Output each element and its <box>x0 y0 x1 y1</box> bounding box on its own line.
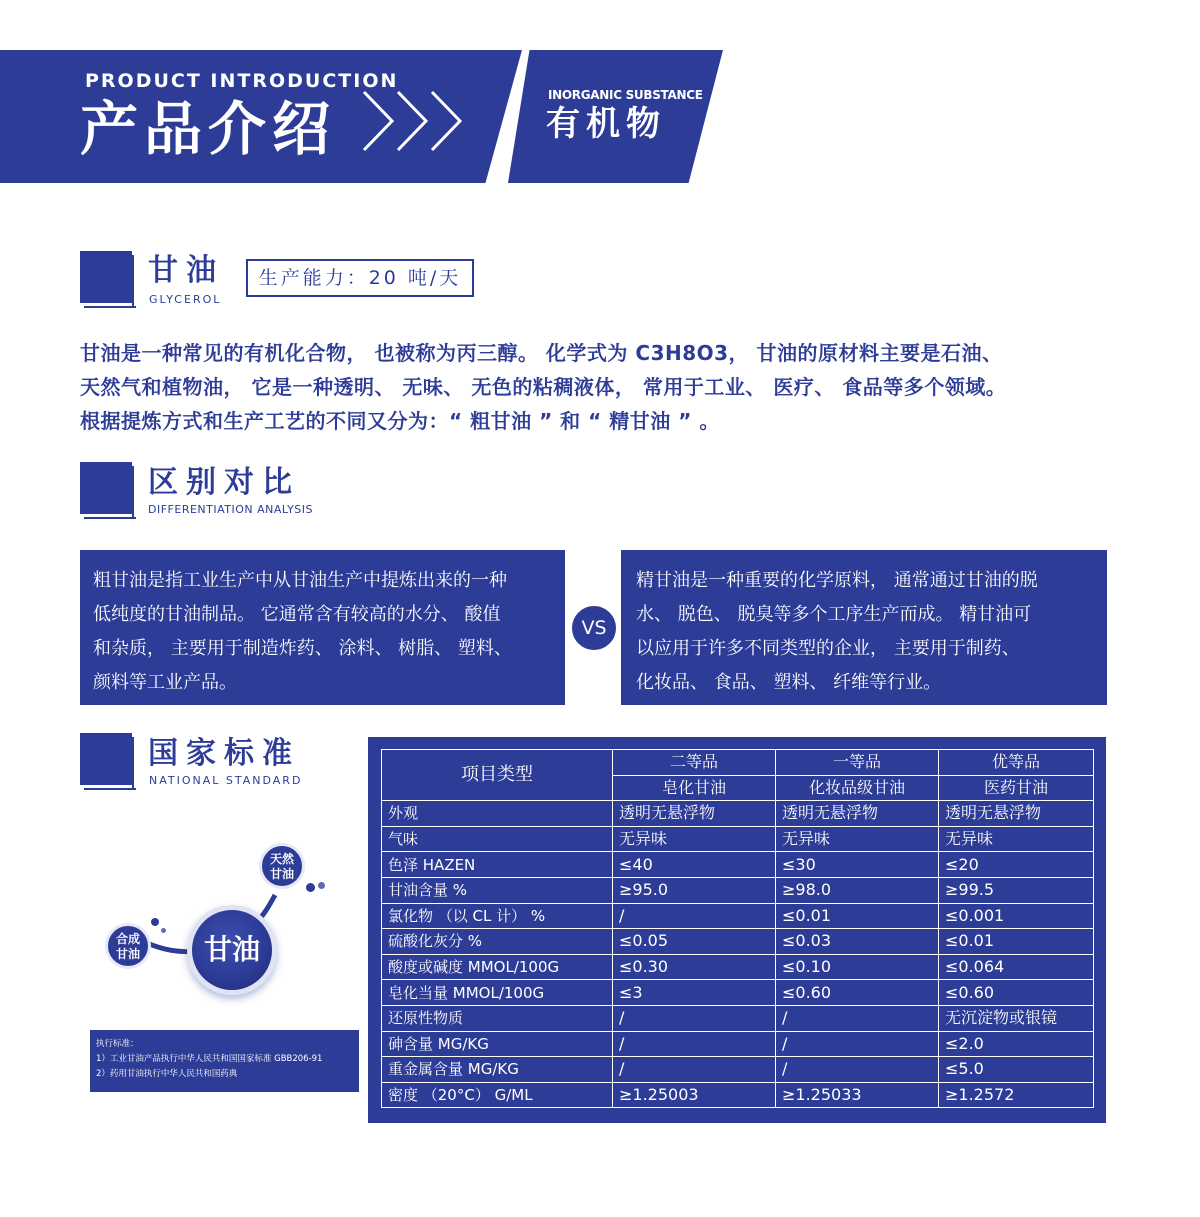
table-cell: / <box>613 903 776 929</box>
synthetic-label-line2: 甘油 <box>115 947 140 961</box>
row-label: 还原性物质 <box>382 1005 613 1031</box>
table-row <box>382 826 1094 852</box>
refined-glycerol-box <box>621 550 1107 705</box>
product-description <box>80 336 1160 438</box>
grade-type-header: 医药甘油 <box>939 775 1094 801</box>
natural-label-line1: 天然 <box>269 852 294 866</box>
table-row <box>382 1005 1094 1031</box>
row-label: 重金属含量 MG/KG <box>382 1057 613 1083</box>
table-cell: / <box>613 1057 776 1083</box>
note-line: 2）药用甘油执行中华人民共和国药典 <box>96 1069 238 1079</box>
table-cell: 无异味 <box>939 826 1094 852</box>
table-cell: 无沉淀物或银镜 <box>939 1005 1094 1031</box>
decor-dot <box>151 918 159 926</box>
decor-dot <box>306 883 315 892</box>
spec-table <box>381 749 1094 1108</box>
natural-glycerol-bubble <box>259 843 305 889</box>
capacity-badge: 生产能力：20 吨/天 <box>246 259 474 297</box>
glycerol-diagram <box>95 835 335 1010</box>
table-cell: ≤0.01 <box>939 929 1094 955</box>
table-cell: / <box>776 1057 939 1083</box>
spec-table-panel <box>368 737 1106 1123</box>
table-cell: ≤3 <box>613 980 776 1006</box>
table-cell: ≤0.60 <box>939 980 1094 1006</box>
table-cell: ≤0.01 <box>776 903 939 929</box>
grade-type-header: 皂化甘油 <box>613 775 776 801</box>
description-line: 根据提炼方式和生产工艺的不同又分为：“ 粗甘油 ” 和 “ 精甘油 ” 。 <box>80 409 720 433</box>
row-label: 氯化物 （以 CL 计） % <box>382 903 613 929</box>
decor-dot <box>161 928 166 933</box>
row-label: 硫酸化灰分 % <box>382 929 613 955</box>
table-cell: ≥1.25033 <box>776 1082 939 1108</box>
row-label: 气味 <box>382 826 613 852</box>
table-cell: ≤0.05 <box>613 929 776 955</box>
synthetic-glycerol-bubble <box>105 923 151 969</box>
table-row <box>382 1057 1094 1083</box>
table-cell: ≤2.0 <box>939 1031 1094 1057</box>
table-row <box>382 852 1094 878</box>
table-cell: / <box>776 1031 939 1057</box>
table-row <box>382 903 1094 929</box>
table-cell: 透明无悬浮物 <box>776 801 939 827</box>
vs-badge: VS <box>570 604 618 652</box>
table-cell: ≤40 <box>613 852 776 878</box>
banner-title-cn: 产品介绍 <box>80 95 337 163</box>
comparison-title-en: DIFFERENTIATION ANALYSIS <box>148 503 313 516</box>
table-row <box>382 1031 1094 1057</box>
crude-text-line: 和杂质， 主要用于制造炸药、 涂料、 树脂、 塑料、 <box>93 638 512 659</box>
natural-label-line2: 甘油 <box>269 867 294 881</box>
table-cell: ≥1.25003 <box>613 1082 776 1108</box>
chevron-right-icon <box>360 86 470 156</box>
note-heading: 执行标准： <box>96 1039 139 1049</box>
refined-text-line: 化妆品、 食品、 塑料、 纤维等行业。 <box>636 672 942 693</box>
crude-glycerol-box <box>80 550 565 705</box>
section-square-icon <box>80 733 136 789</box>
grade-type-header: 化妆品级甘油 <box>776 775 939 801</box>
table-row <box>382 980 1094 1006</box>
table-cell: ≥95.0 <box>613 877 776 903</box>
table-header-row <box>382 750 1094 776</box>
table-cell: 无异味 <box>776 826 939 852</box>
row-label: 密度 （20°C） G/ML <box>382 1082 613 1108</box>
refined-text-line: 水、 脱色、 脱臭等多个工序生产而成。 精甘油可 <box>636 604 1032 625</box>
crude-text-line: 颜料等工业产品。 <box>93 672 237 693</box>
product-name-en: GLYCEROL <box>149 293 222 306</box>
table-cell: ≤0.60 <box>776 980 939 1006</box>
grade-header: 一等品 <box>776 750 939 776</box>
category-label-en: INORGANIC SUBSTANCE <box>548 88 703 102</box>
standards-note <box>90 1030 359 1092</box>
note-line: 1）工业甘油产品执行中华人民共和国国家标准 GBB206-91 <box>96 1054 323 1064</box>
table-row <box>382 929 1094 955</box>
description-line: 甘油是一种常见的有机化合物， 也被称为丙三醇。 化学式为 C3H8O3， 甘油的原材料主要是石油、 <box>80 341 1003 365</box>
row-label: 甘油含量 % <box>382 877 613 903</box>
table-cell: ≤20 <box>939 852 1094 878</box>
refined-text-line: 以应用于许多不同类型的企业， 主要用于制药、 <box>636 638 1020 659</box>
table-cell: ≤0.001 <box>939 903 1094 929</box>
row-label: 酸度或碱度 MMOL/100G <box>382 954 613 980</box>
standard-title-cn: 国家标准 <box>148 736 300 771</box>
grade-header: 优等品 <box>939 750 1094 776</box>
decor-dot <box>318 882 325 889</box>
synthetic-label-line1: 合成 <box>115 932 140 946</box>
description-line: 天然气和植物油， 它是一种透明、 无味、 无色的粘稠液体， 常用于工业、 医疗、 食品等多个领域。 <box>80 375 1007 399</box>
banner-title-en: PRODUCT INTRODUCTION <box>85 70 399 92</box>
comparison-title-cn: 区别对比 <box>148 465 300 500</box>
table-cell: 透明无悬浮物 <box>613 801 776 827</box>
table-cell: / <box>613 1005 776 1031</box>
row-label: 色泽 HAZEN <box>382 852 613 878</box>
category-label-cn: 有机物 <box>546 104 666 144</box>
table-cell: / <box>776 1005 939 1031</box>
table-row <box>382 1082 1094 1108</box>
center-bubble: 甘油 <box>187 905 277 995</box>
table-cell: 无异味 <box>613 826 776 852</box>
section-square-icon <box>80 251 136 307</box>
crude-text-line: 低纯度的甘油制品。 它通常含有较高的水分、 酸值 <box>93 604 501 625</box>
table-cell: ≤0.10 <box>776 954 939 980</box>
row-label: 外观 <box>382 801 613 827</box>
standard-title-en: NATIONAL STANDARD <box>149 774 303 787</box>
row-label: 皂化当量 MMOL/100G <box>382 980 613 1006</box>
item-type-header: 项目类型 <box>382 750 613 801</box>
table-cell: ≤0.064 <box>939 954 1094 980</box>
crude-text-line: 粗甘油是指工业生产中从甘油生产中提炼出来的一种 <box>93 570 507 591</box>
table-cell: 透明无悬浮物 <box>939 801 1094 827</box>
table-cell: ≤0.03 <box>776 929 939 955</box>
table-cell: / <box>613 1031 776 1057</box>
table-cell: ≤0.30 <box>613 954 776 980</box>
table-cell: ≥1.2572 <box>939 1082 1094 1108</box>
table-row <box>382 801 1094 827</box>
table-cell: ≥99.5 <box>939 877 1094 903</box>
table-cell: ≥98.0 <box>776 877 939 903</box>
row-label: 砷含量 MG/KG <box>382 1031 613 1057</box>
refined-text-line: 精甘油是一种重要的化学原料， 通常通过甘油的脱 <box>636 570 1038 591</box>
section-square-icon <box>80 462 136 518</box>
table-row <box>382 877 1094 903</box>
table-row <box>382 954 1094 980</box>
table-cell: ≤30 <box>776 852 939 878</box>
table-cell: ≤5.0 <box>939 1057 1094 1083</box>
grade-header: 二等品 <box>613 750 776 776</box>
product-name-cn: 甘油 <box>148 253 224 288</box>
